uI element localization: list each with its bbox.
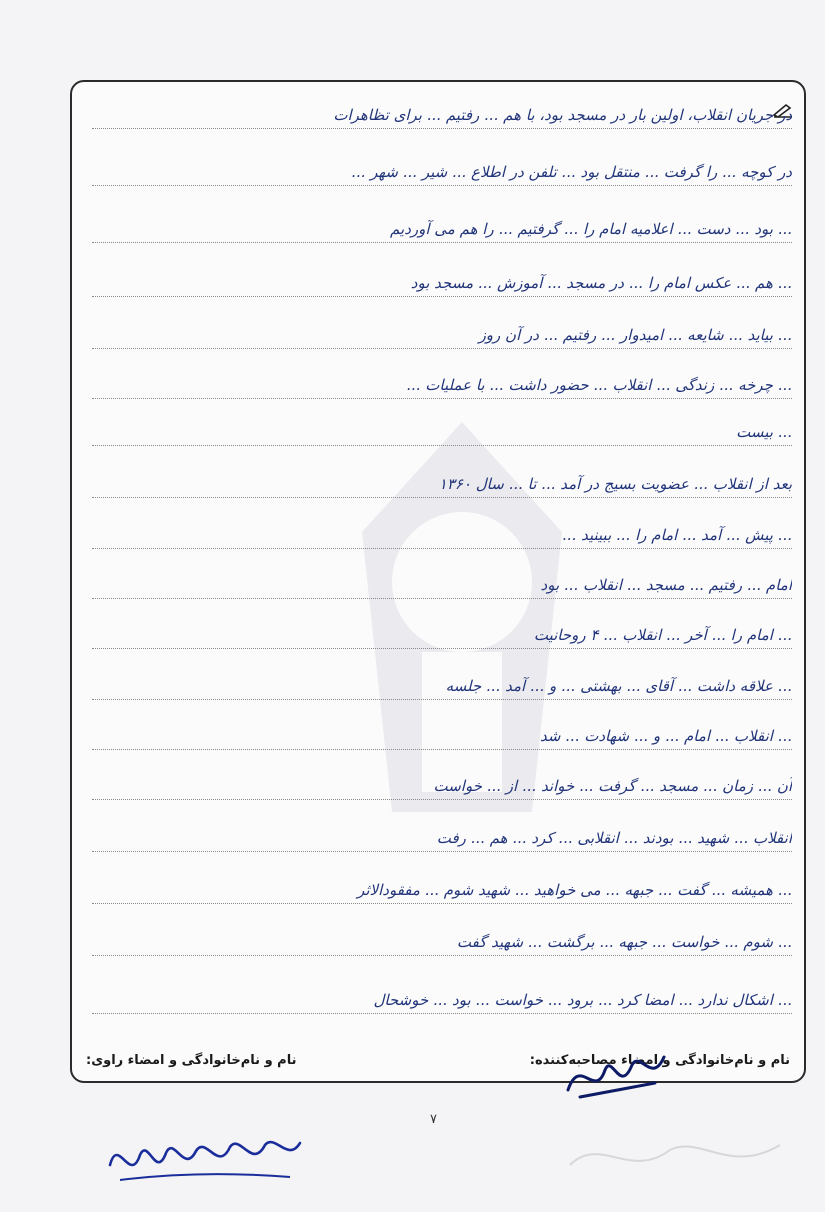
- interviewer-signature: [560, 1045, 670, 1105]
- text-line: ... شوم ... خواست ... جبهه ... برگشت ... شهید گفت: [456, 933, 792, 951]
- narrator-signature: [100, 1125, 310, 1195]
- text-line: ... امام را ... آخر ... انقلاب ... ۴ روحانیت: [533, 626, 792, 644]
- text-line: ... اشکال ندارد ... امضا کرد ... برود ... خواست ... بود ... خوشحال: [373, 991, 792, 1009]
- form-frame: [70, 80, 806, 1083]
- handwritten-body: [92, 82, 792, 1081]
- narrator-label: نام و نام‌خانوادگی و امضاء راوی:: [86, 1053, 297, 1068]
- text-line: آن ... زمان ... مسجد ... گرفت ... خواند ... از ... خواست: [433, 777, 792, 795]
- text-line: انقلاب ... شهید ... بودند ... انقلابی ... کرد ... هم ... رفت: [436, 829, 792, 847]
- text-line: ... بود ... دست ... اعلامیه امام را ... گرفتیم ... را هم می آوردیم: [390, 220, 792, 238]
- text-line: امام ... رفتیم ... مسجد ... انقلاب ... بود: [540, 576, 792, 594]
- interviewer-label: نام و نام‌خانوادگی و امضاء مصاحبه‌کننده:: [529, 1053, 790, 1068]
- text-line: در جریان انقلاب، اولین بار در مسجد بود، با هم ... رفتیم ... برای تظاهرات: [333, 106, 792, 124]
- signature-footer: [86, 1047, 790, 1075]
- text-line: ... بیست: [736, 423, 792, 441]
- page-number: ۷: [430, 1112, 437, 1127]
- text-line: ... علاقه داشت ... آقای ... بهشتی ... و ... آمد ... جلسه: [445, 677, 792, 695]
- text-line: ... همیشه ... گفت ... جبهه ... می خواهید ... شهید شوم ... مفقودالاثر: [357, 881, 792, 899]
- faint-stamp-mark: [560, 1125, 790, 1190]
- text-line: ... انقلاب ... امام ... و ... شهادت ... شد: [539, 727, 792, 745]
- text-line: ... بیاید ... شایعه ... امیدوار ... رفتیم ... در آن روز: [478, 326, 792, 344]
- text-line: ... پیش ... آمد ... امام را ... ببینید ...: [562, 526, 792, 544]
- text-line: بعد از انقلاب ... عضویت بسیج در آمد ... تا ... سال ۱۳۶۰: [438, 475, 792, 493]
- text-line: در کوچه ... را گرفت ... منتقل بود ... تلفن در اطلاع ... شیر ... شهر ...: [351, 163, 792, 181]
- text-line: ... هم ... عکس امام را ... در مسجد ... آموزش ... مسجد بود: [410, 274, 792, 292]
- text-line: ... چرخه ... زندگی ... انقلاب ... حضور داشت ... با عملیات ...: [406, 376, 792, 394]
